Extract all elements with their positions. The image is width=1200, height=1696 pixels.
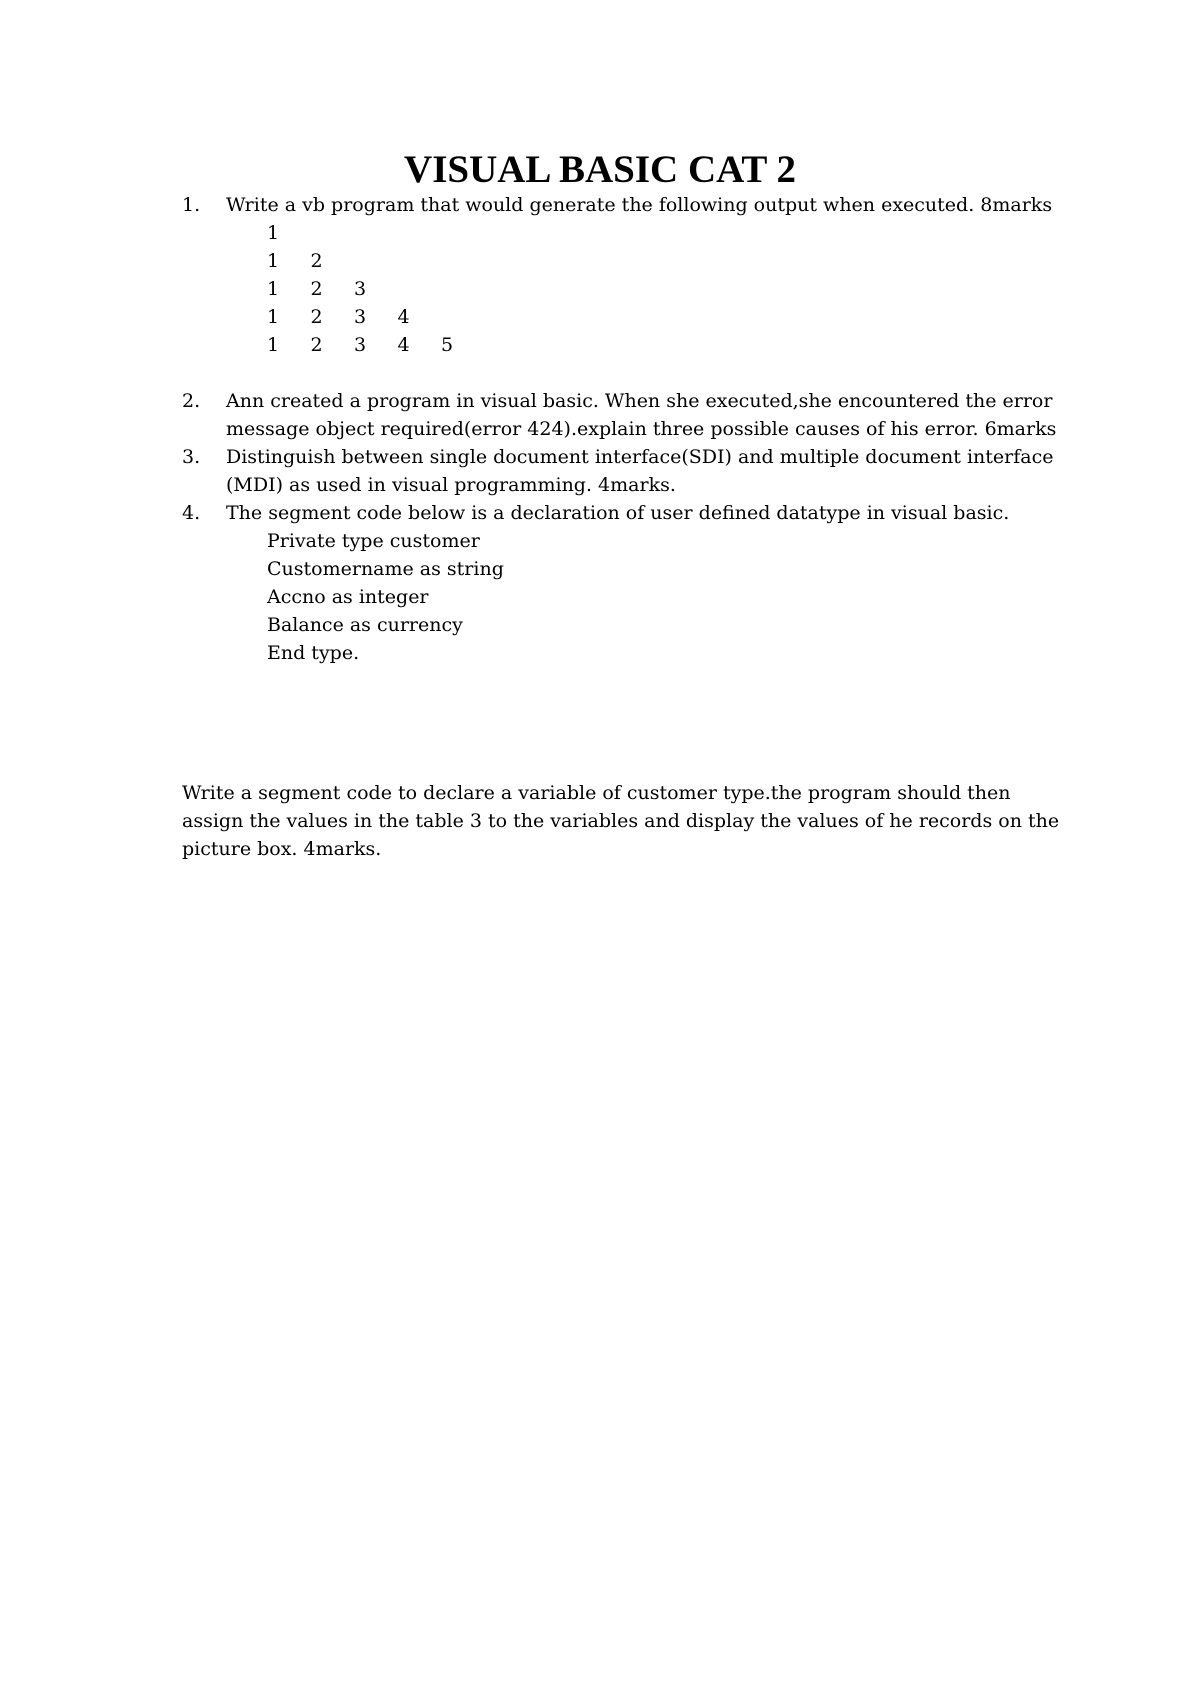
pattern-cell: 3 [354, 278, 367, 300]
code-line: Customername as string [267, 558, 504, 580]
question-text: The segment code below is a declaration of user defined datatype in visual basic. [226, 502, 1010, 524]
code-line: Balance as currency [267, 614, 463, 636]
pattern-row [267, 303, 1062, 331]
pattern-cell: 2 [310, 278, 323, 300]
question-number: 4. [182, 502, 201, 524]
pattern-cell: 1 [267, 222, 280, 244]
pattern-cell: 2 [310, 334, 323, 356]
question-1 [182, 191, 1062, 387]
pattern-cell: 1 [267, 334, 280, 356]
output-pattern [267, 219, 1062, 359]
pattern-cell: 1 [267, 306, 280, 328]
pattern-row [267, 247, 1062, 275]
code-line: End type. [267, 642, 360, 664]
pattern-cell: 3 [354, 334, 367, 356]
pattern-cell: 2 [310, 306, 323, 328]
pattern-cell: 5 [441, 334, 454, 356]
question-number: 3. [182, 446, 201, 468]
pattern-cell: 4 [397, 306, 410, 328]
pattern-cell: 4 [397, 334, 410, 356]
question-2 [182, 387, 1062, 443]
question-4 [182, 499, 1062, 667]
question-3 [182, 443, 1062, 499]
question-number: 2. [182, 390, 201, 412]
pattern-row [267, 331, 1062, 359]
question-text: Distinguish between single document interface(SDI) and multiple document interface (MDI) as used in visual programming. 4marks. [226, 446, 1054, 496]
question-text: Write a vb program that would generate the following output when executed. 8marks [226, 194, 1053, 216]
page-title: VISUAL BASIC CAT 2 [404, 148, 796, 191]
pattern-row [267, 219, 1062, 247]
pattern-row [267, 275, 1062, 303]
code-line: Private type customer [267, 530, 480, 552]
pattern-cell: 3 [354, 306, 367, 328]
question-number: 1. [182, 194, 201, 216]
pattern-cell: 1 [267, 278, 280, 300]
question-list [182, 191, 1062, 667]
final-instruction: Write a segment code to declare a variable of customer type.the program should then assign the values in the table 3 to the variables and display the values of he records on the picture box. 4marks. [182, 782, 1060, 860]
code-block [267, 527, 1062, 667]
code-line: Accno as integer [267, 586, 429, 608]
pattern-cell: 1 [267, 250, 280, 272]
question-text: Ann created a program in visual basic. When she executed,she encountered the error message object required(error 424).explain three possible causes of his error. 6marks [226, 390, 1057, 440]
pattern-cell: 2 [310, 250, 323, 272]
blank-line [226, 359, 1062, 387]
